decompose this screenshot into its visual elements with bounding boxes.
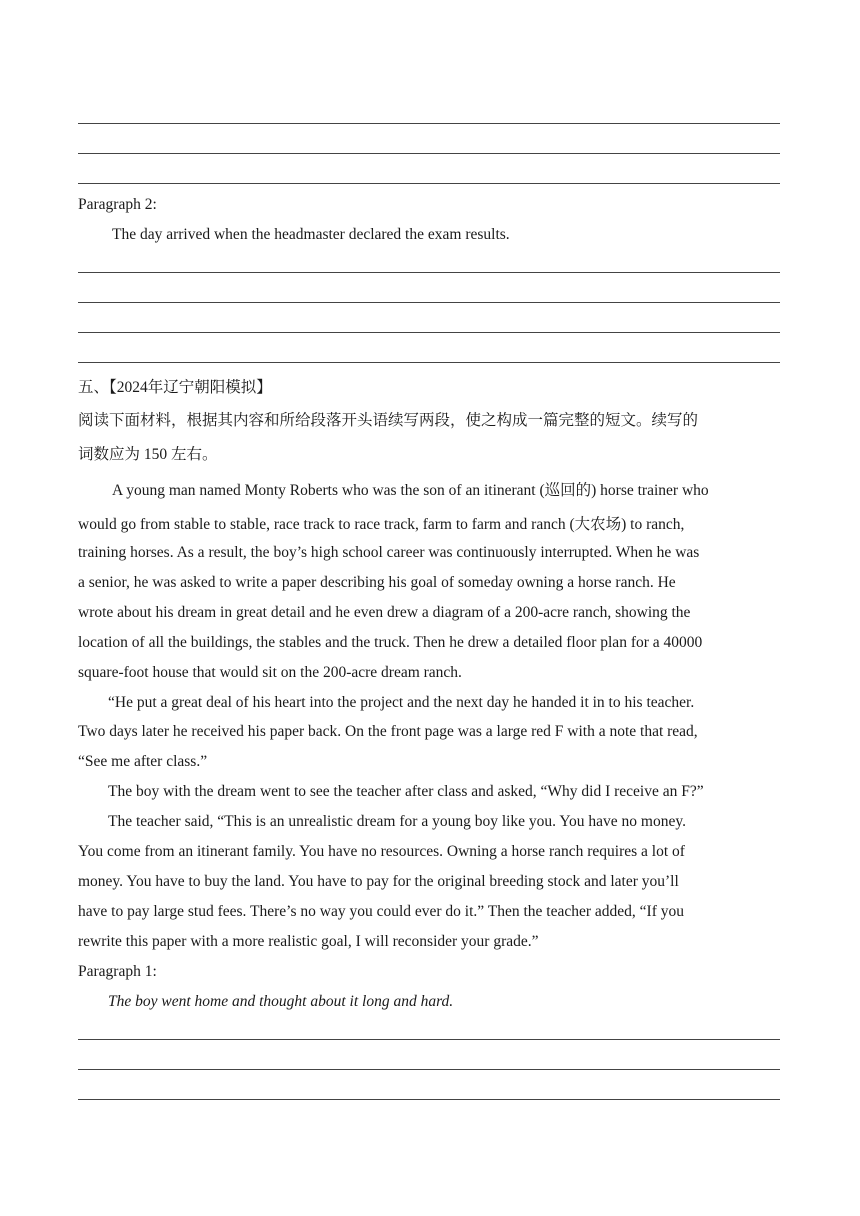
answer-line[interactable] xyxy=(78,153,780,154)
paragraph1-starter: The boy went home and thought about it long and hard. xyxy=(108,993,454,1010)
story-p1-line: square-foot house that would sit on the 200-acre dream ranch. xyxy=(78,664,462,681)
answer-line[interactable] xyxy=(78,1039,780,1040)
section-heading: 五、【2024年辽宁朝阳模拟】 xyxy=(78,379,272,396)
answer-line[interactable] xyxy=(78,1099,780,1100)
story-p1-line: A young man named Monty Roberts who was the son of an itinerant (巡回的) horse trainer who xyxy=(112,482,709,499)
story-p1-line: training horses. As a result, the boy’s high school career was continuously interrupted. When he was xyxy=(78,544,700,561)
story-p4-line: rewrite this paper with a more realistic goal, I will reconsider your grade.” xyxy=(78,933,539,950)
story-p4-line: The teacher said, “This is an unrealistic dream for a young boy like you. You have no money. xyxy=(108,813,686,830)
story-p2-line: “He put a great deal of his heart into the project and the next day he handed it in to his teacher. xyxy=(108,694,695,711)
instruction-line-1: 阅读下面材料，根据其内容和所给段落开头语续写两段，使之构成一篇完整的短文。续写的 xyxy=(78,412,699,429)
story-p4-line: You come from an itinerant family. You have no resources. Owning a horse ranch requires a lot of xyxy=(78,843,685,860)
paragraph2-label: Paragraph 2: xyxy=(78,196,157,213)
paragraph1-label: Paragraph 1: xyxy=(78,963,157,980)
story-p1-line: wrote about his dream in great detail and he even drew a diagram of a 200-acre ranch, showing the xyxy=(78,604,691,621)
story-p1-line: location of all the buildings, the stables and the truck. Then he drew a detailed floor plan for a 40000 xyxy=(78,634,703,651)
answer-line[interactable] xyxy=(78,362,780,363)
story-p4-line: money. You have to buy the land. You have to pay for the original breeding stock and later you’ll xyxy=(78,873,679,890)
story-p1-line: a senior, he was asked to write a paper describing his goal of someday owning a horse ranch. He xyxy=(78,574,676,591)
answer-line[interactable] xyxy=(78,332,780,333)
story-p1-line: would go from stable to stable, race track to race track, farm to farm and ranch (大农场) to ranch, xyxy=(78,516,685,533)
answer-line[interactable] xyxy=(78,183,780,184)
story-p3: The boy with the dream went to see the teacher after class and asked, “Why did I receive an F?” xyxy=(108,783,704,800)
instruction-line-2: 词数应为 150 左右。 xyxy=(78,446,218,463)
story-p2-line: Two days later he received his paper back. On the front page was a large red F with a note that read, xyxy=(78,723,698,740)
answer-line[interactable] xyxy=(78,123,780,124)
story-p4-line: have to pay large stud fees. There’s no way you could ever do it.” Then the teacher added, “If you xyxy=(78,903,685,920)
answer-line[interactable] xyxy=(78,272,780,273)
story-p2-line: “See me after class.” xyxy=(78,753,208,770)
answer-line[interactable] xyxy=(78,302,780,303)
answer-line[interactable] xyxy=(78,1069,780,1070)
paragraph2-starter: The day arrived when the headmaster declared the exam results. xyxy=(112,226,510,243)
